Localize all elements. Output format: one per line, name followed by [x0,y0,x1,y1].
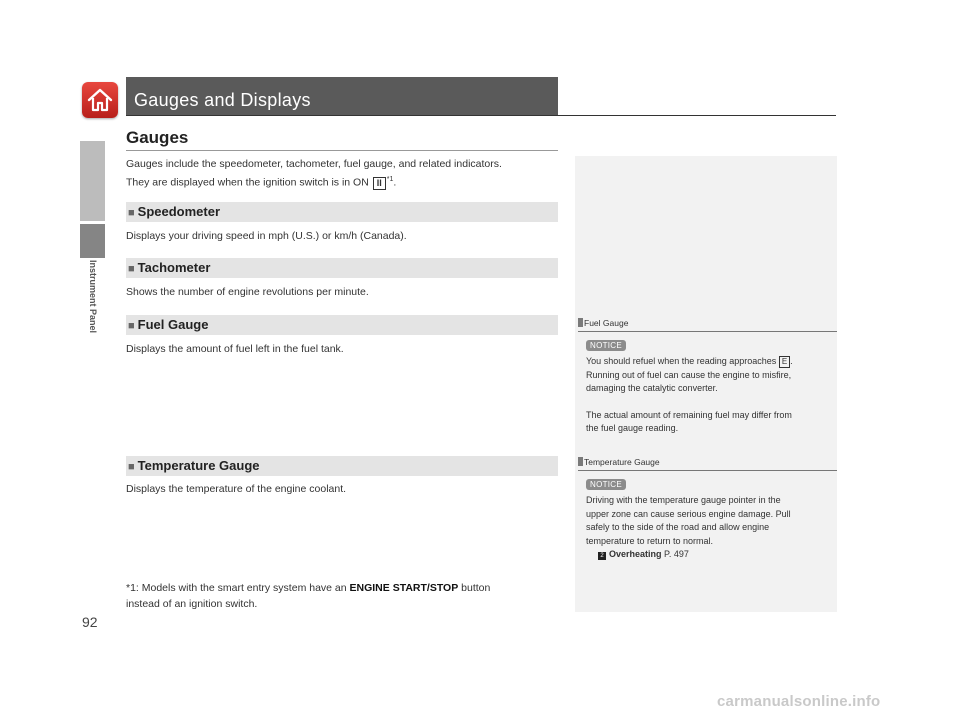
fuel-gauge-note: Fuel Gauge NOTICE You should refuel when the reading approaches E . Running out of fuel can cause the engine to misfire, damaging the catalytic converter. The actual amount of remaining fuel may differ from the fuel gauge reading. [578,318,837,436]
home-button[interactable] [82,82,118,118]
intro-paragraph: Gauges include the speedometer, tachometer, fuel gauge, and related indicators. They are displayed when the ignition switch is in ON II $^{*1}$. [126,158,502,189]
heading-divider [126,150,558,151]
subsection-tachometer: ■ Tachometer [126,258,558,278]
fuel-gauge-text: Displays the amount of fuel left in the fuel tank. [126,343,344,355]
reference-arrow-icon: 2 [598,552,606,560]
speedometer-text: Displays your driving speed in mph (U.S.) or km/h (Canada). [126,230,407,242]
note-marker-icon [578,457,583,466]
notice-badge: NOTICE [586,340,626,351]
chapter-tab-active[interactable] [80,224,105,258]
square-bullet-icon: ■ [128,320,135,332]
subsection-temperature-gauge: ■ Temperature Gauge [126,456,558,476]
notice-badge: NOTICE [586,479,626,490]
overheating-link[interactable]: 2 Overheating P. 497 [586,549,689,559]
temperature-gauge-note: Temperature Gauge NOTICE Driving with the temperature gauge pointer in the upper zone can cause serious engine damage. Pull safely to the side of the road and allow engine temperature to return to normal. 2 Overheating P. 497 [578,457,837,562]
page-number: 92 [82,614,98,630]
chapter-tab-upper [80,141,105,221]
fuel-empty-mark: E [779,356,790,368]
square-bullet-icon: ■ [128,207,135,219]
chapter-side-label: Instrument Panel [88,260,98,334]
square-bullet-icon: ■ [128,461,135,473]
ignition-key-position: II [373,177,386,190]
title-divider [126,115,836,116]
square-bullet-icon: ■ [128,263,135,275]
tachometer-text: Shows the number of engine revolutions per minute. [126,286,369,298]
footnote: *1: Models with the smart entry system have an ENGINE START/STOP button instead of an ignition switch. [126,582,491,610]
temperature-gauge-text: Displays the temperature of the engine coolant. [126,483,347,495]
subsection-fuel-gauge: ■ Fuel Gauge [126,315,558,335]
note-marker-icon [578,318,583,327]
home-icon [87,88,113,112]
section-heading: Gauges [126,128,189,147]
subsection-speedometer: ■ Speedometer [126,202,558,222]
page-title: Gauges and Displays [126,77,558,115]
watermark: carmanualsonline.info [717,693,881,710]
